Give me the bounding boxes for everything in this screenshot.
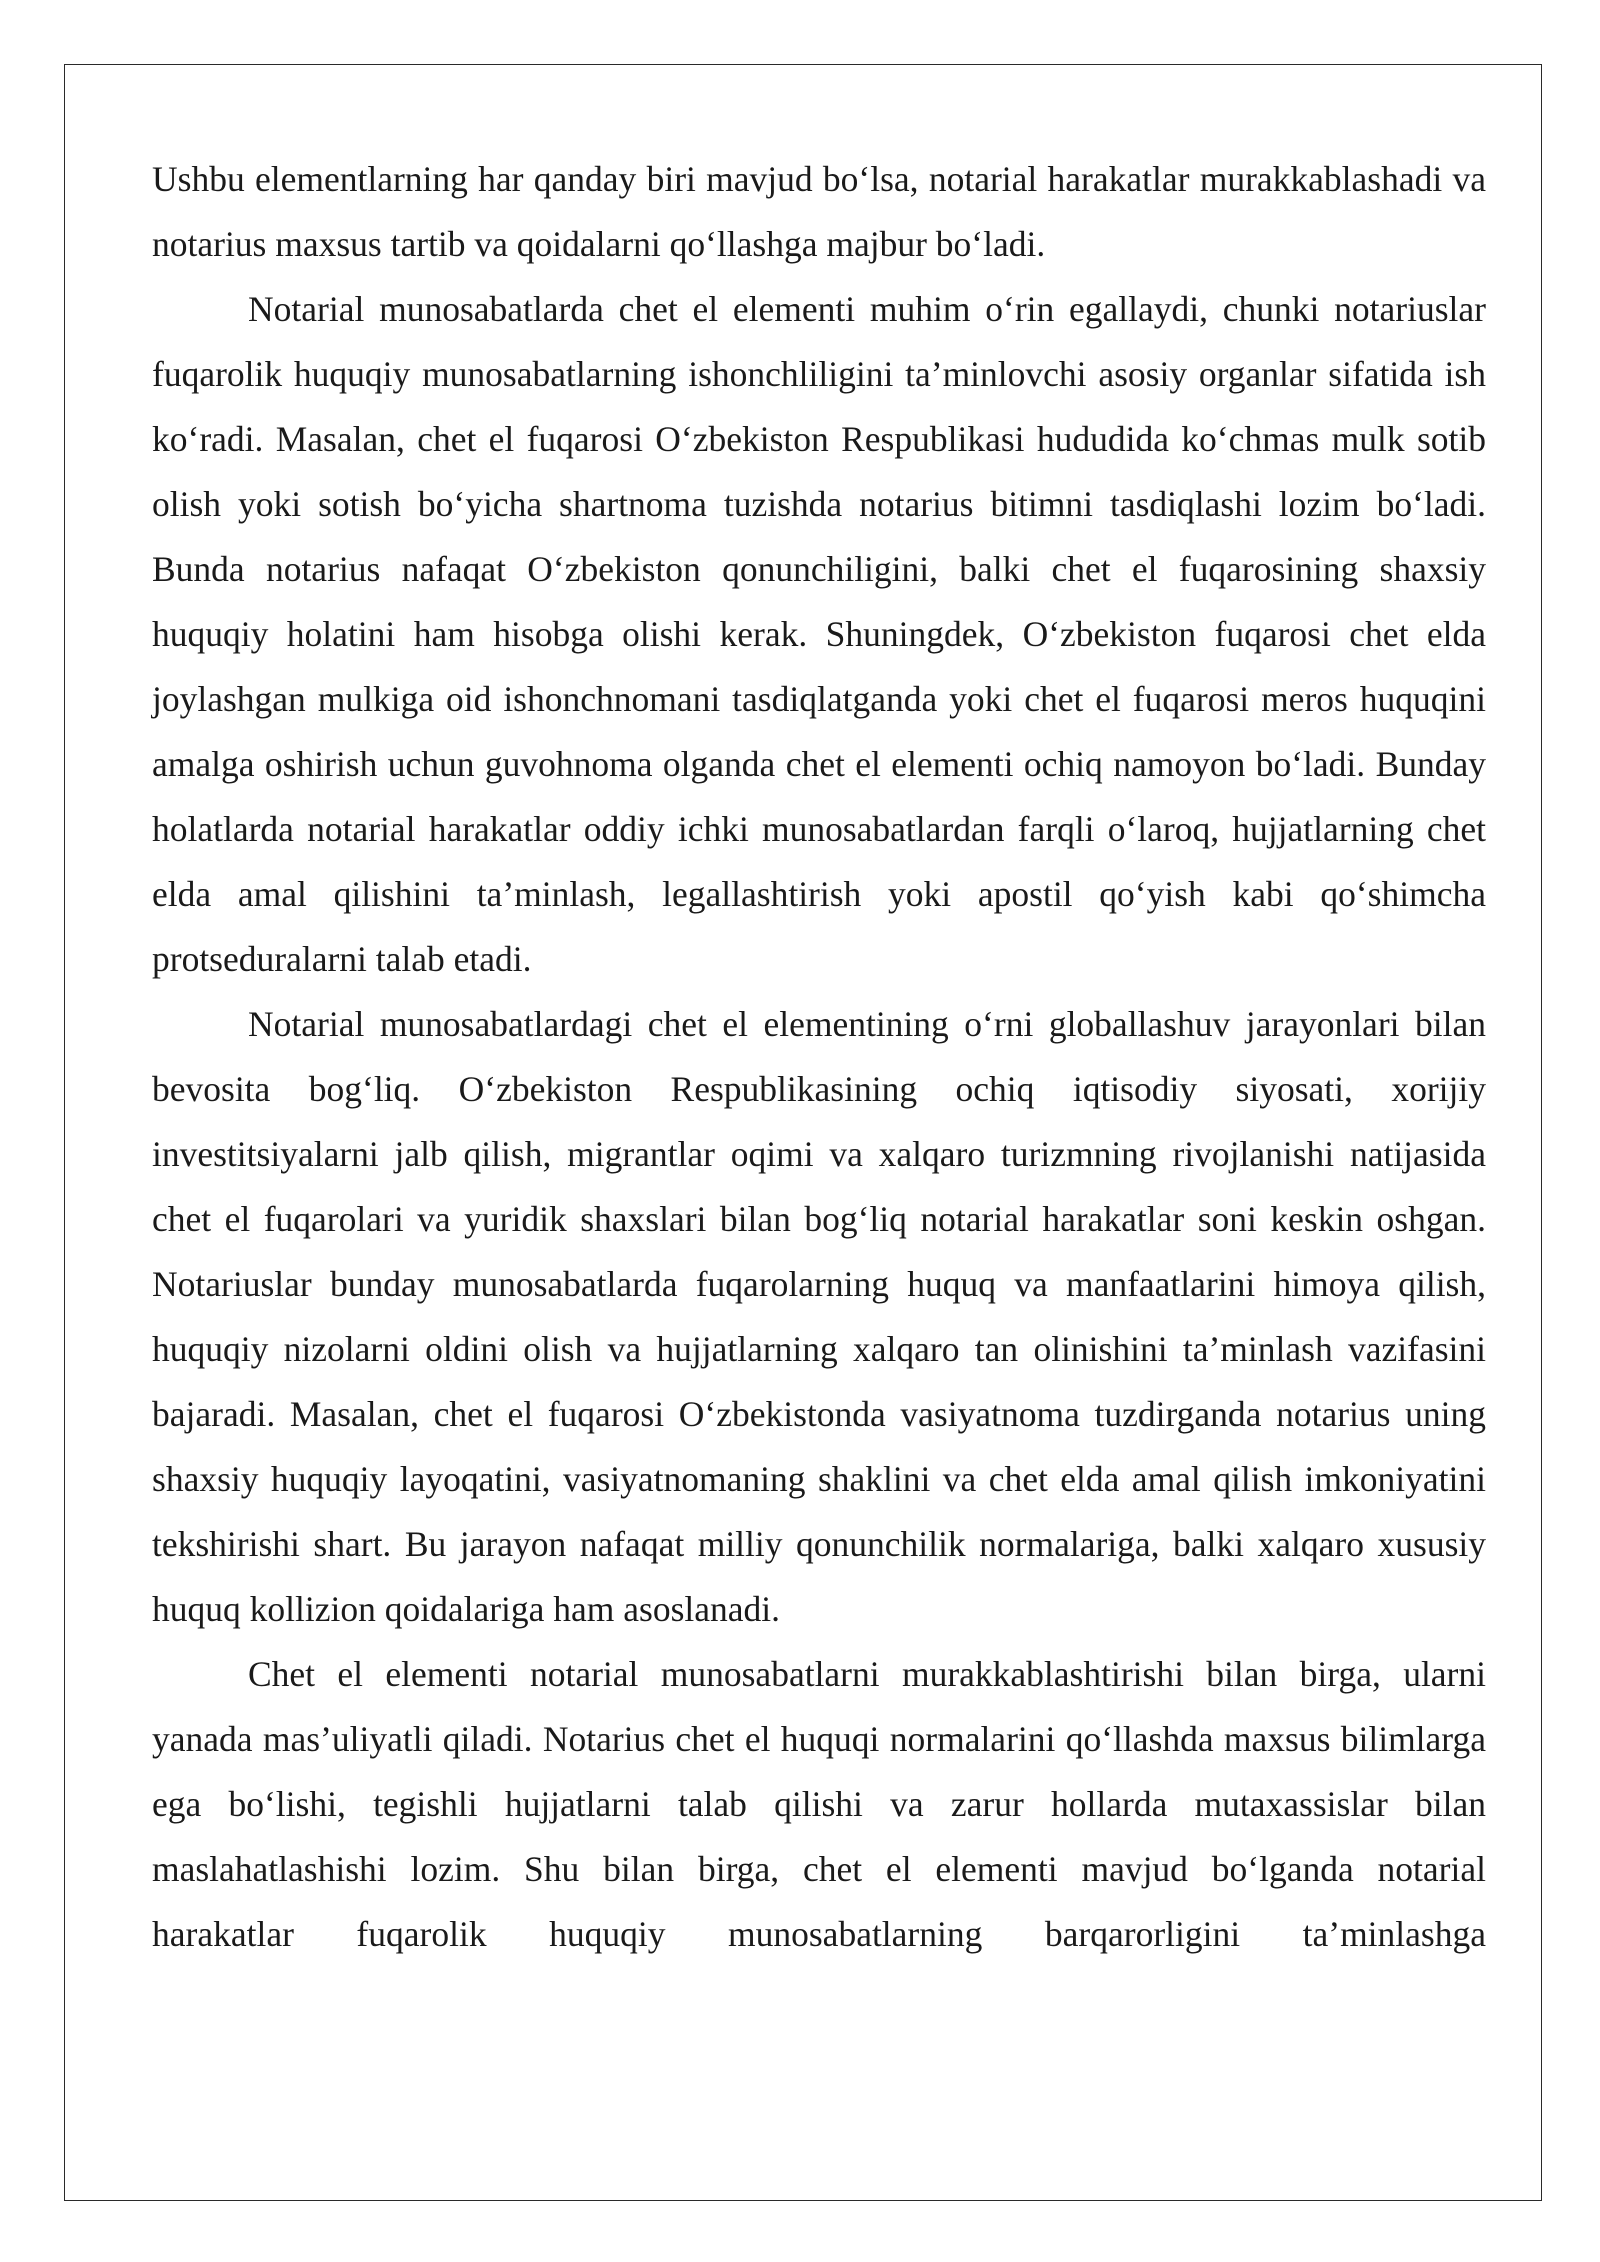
paragraph-2: Notarial munosabatlarda chet el elementi muhim o‘rin egallaydi, chunki notariuslar fuqarolik huquqiy munosabatlarning ishonchliligini ta’minlovchi asosiy organlar sifatida ish ko‘radi. Masalan, chet el fuqarosi O‘zbekiston Respublikasi hududida ko‘chmas mulk sotib olish yoki sotish bo‘yicha shartnoma tuzishda notarius bitimni tasdiqlashi lozim bo‘ladi. Bunda notarius nafaqat O‘zbekiston qonunchiligini, balki chet el fuqarosining shaxsiy huquqiy holatini ham hisobga olishi kerak. Shuningdek, O‘zbekiston fuqarosi chet elda joylashgan mulkiga oid ishonchnomani tasdiqlatganda yoki chet el fuqarosi meros huquqini amalga oshirish uchun guvohnoma olganda chet el elementi ochiq namoyon bo‘ladi. Bunday holatlarda notarial harakatlar oddiy ichki munosabatlardan farqli o‘laroq, hujjatlarning chet elda amal qilishini ta’minlash, legallashtirish yoki apostil qo‘yish kabi qo‘shimcha protseduralarni talab etadi. — [152, 289, 1486, 979]
document-body — [152, 147, 1486, 1967]
paragraph-1: Ushbu elementlarning har qanday biri mavjud bo‘lsa, notarial harakatlar murakkablashadi va notarius maxsus tartib va qoidalarni qo‘llashga majbur bo‘ladi. — [152, 159, 1486, 264]
paragraph-4: Chet el elementi notarial munosabatlarni murakkablashtirishi bilan birga, ularni yanada mas’uliyatli qiladi. Notarius chet el huquqi normalarini qo‘llashda maxsus bilimlarga ega bo‘lishi, tegishli hujjatlarni talab qilishi va zarur hollarda mutaxassislar bilan maslahatlashishi lozim. Shu bilan birga, chet el elementi mavjud bo‘lganda notarial harakatlar fuqarolik huquqiy munosabatlarning barqarorligini ta’minlashga — [152, 1654, 1486, 1954]
paragraph-3: Notarial munosabatlardagi chet el elementining o‘rni globallashuv jarayonlari bilan bevosita bog‘liq. O‘zbekiston Respublikasining ochiq iqtisodiy siyosati, xorijiy investitsiyalarni jalb qilish, migrantlar oqimi va xalqaro turizmning rivojlanishi natijasida chet el fuqarolari va yuridik shaxslari bilan bog‘liq notarial harakatlar soni keskin oshgan. Notariuslar bunday munosabatlarda fuqarolarning huquq va manfaatlarini himoya qilish, huquqiy nizolarni oldini olish va hujjatlarning xalqaro tan olinishini ta’minlash vazifasini bajaradi. Masalan, chet el fuqarosi O‘zbekistonda vasiyatnoma tuzdirganda notarius uning shaxsiy huquqiy layoqatini, vasiyatnomaning shaklini va chet elda amal qilish imkoniyatini tekshirishi shart. Bu jarayon nafaqat milliy qonunchilik normalariga, balki xalqaro xususiy huquq kollizion qoidalariga ham asoslanadi. — [152, 1004, 1486, 1629]
